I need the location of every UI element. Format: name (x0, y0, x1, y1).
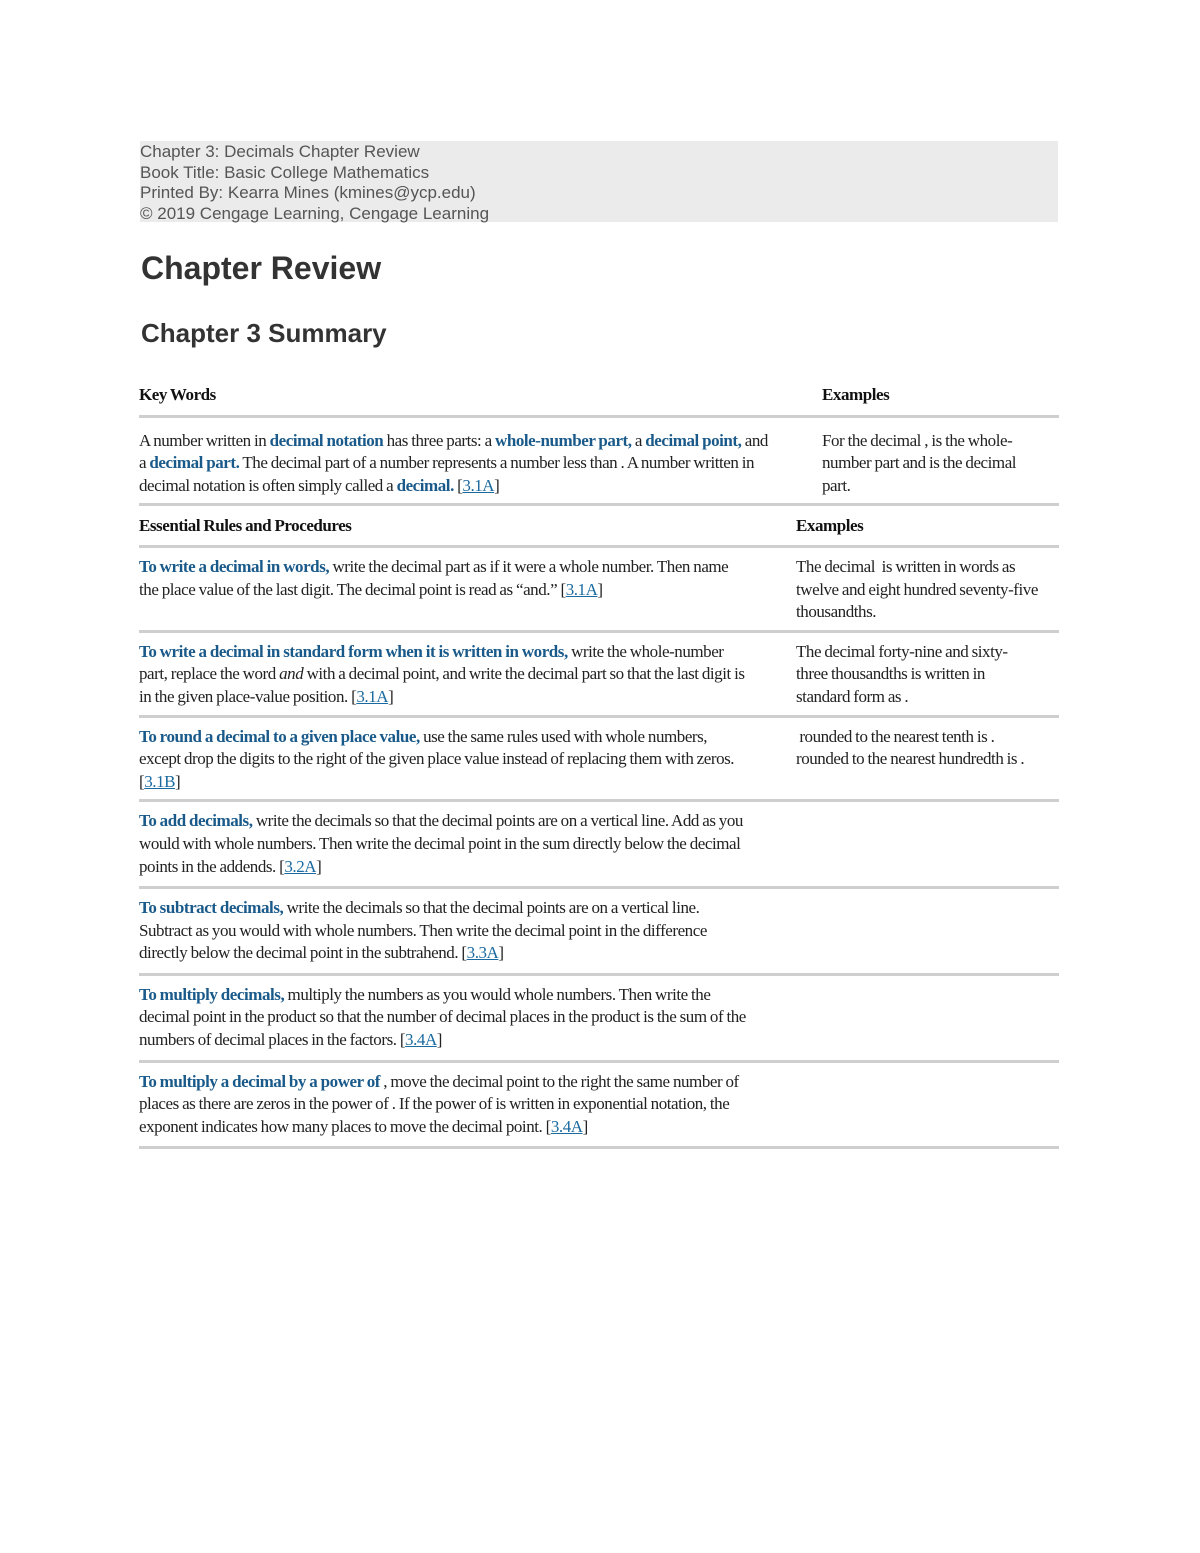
rule-text (139, 1071, 796, 1139)
text-run: A number written in (139, 430, 270, 450)
table-row (139, 889, 1059, 976)
rule-text (139, 556, 796, 624)
section-reference-link[interactable]: 3.4A (550, 1116, 583, 1136)
table-row (139, 1063, 1059, 1150)
text-run: , move the decimal point to the right the same number of places as there are zeros in the power of . If the power of is written in exponential notation, the exponent indicates how many places to move the decimal point. [ (139, 1071, 739, 1136)
example-text (796, 1071, 1039, 1139)
example-text: For the decimal , is the whole-number part and is the decimal part. (822, 430, 1020, 495)
text-run: write the decimal part as if it were a whole number. Then name the place value of the last digit. The decimal point is read as “and.” [ (139, 556, 729, 599)
page-title: Chapter Review (141, 250, 382, 286)
key-term: To add decimals, (139, 811, 253, 831)
header-chapter: Chapter 3: Decimals Chapter Review (140, 142, 420, 161)
key-term: decimal part. (149, 453, 240, 473)
text-run: and a (139, 430, 768, 473)
key-term: decimal. (396, 475, 454, 495)
section-reference-link[interactable]: 3.2A (284, 856, 317, 876)
section-reference-link[interactable]: 3.4A (405, 1030, 437, 1050)
example-text: rounded to the nearest tenth is . rounded to the nearest hundredth is . (796, 726, 1025, 769)
table-row (139, 418, 1059, 507)
column-header-left: Essential Rules and Procedures (139, 516, 352, 536)
table-row (139, 976, 1059, 1063)
key-term: whole-number part, (495, 430, 632, 450)
table-row (139, 633, 1059, 718)
column-header-left: Key Words (139, 385, 216, 404)
text-run: The decimal part of a number represents a number less than . A number written in decimal notation is often simply called a (139, 453, 755, 495)
example-text: The decimal is written in words as twelve and eight hundred seventy-five thousandths. (796, 556, 1042, 622)
key-term: To subtract decimals, (139, 898, 284, 918)
example-text (796, 810, 1039, 878)
key-term: To round a decimal to a given place value, (139, 726, 420, 746)
section-reference-link[interactable]: 3.1A (356, 686, 389, 706)
text-run: and (279, 664, 304, 684)
key-term: To write a decimal in standard form when it is written in words, (139, 641, 568, 661)
text-run: ] (498, 943, 504, 963)
section-title: Chapter 3 Summary (141, 318, 387, 348)
key-term: To multiply decimals, (139, 984, 285, 1004)
rule-text (139, 897, 796, 965)
rule-text (139, 810, 796, 878)
text-run: write the decimals so that the decimal points are on a vertical line. Add as you would with whole numbers. Then write the decimal point in the sum directly below the decimal points in the addends. [ (139, 811, 743, 876)
header-book-title: Book Title: Basic College Mathematics (140, 162, 430, 182)
text-run: with a decimal point, and write the decimal part so that the last digit is in the given place-value position. [ (139, 664, 745, 706)
text-run: ] (388, 686, 394, 706)
header-copyright: © 2019 Cengage Learning, Cengage Learning (140, 203, 490, 223)
key-term: To multiply a decimal by a power of (139, 1071, 380, 1091)
text-run: a (631, 430, 646, 450)
text-run: ] (316, 856, 322, 876)
text-run: ] (175, 771, 181, 791)
table-row (139, 718, 1059, 803)
section-reference-link[interactable]: 3.3A (466, 943, 499, 963)
rule-text (139, 430, 822, 498)
section-reference-link[interactable]: 3.1A (565, 579, 598, 599)
text-run: ] (597, 579, 603, 599)
table-header-row (139, 382, 1059, 418)
text-run: ] (582, 1116, 588, 1136)
section-reference-link[interactable]: 3.1A (462, 475, 495, 495)
rule-text (139, 726, 796, 794)
column-header-examples: Examples (796, 516, 864, 536)
text-run: write the decimals so that the decimal points are on a vertical line. Subtract as you would with whole numbers. Then write the decimal point in the difference directly below the decimal point in the subtrahend. [ (139, 898, 707, 963)
table-row (139, 548, 1059, 633)
column-header-examples: Examples (822, 385, 890, 404)
table-header-row (139, 506, 1059, 548)
example-text (796, 984, 1039, 1052)
key-term: To write a decimal in words, (139, 556, 330, 576)
header-printed-by: Printed By: Kearra Mines (kmines@ycp.edu) (140, 183, 476, 202)
text-run: write the whole-number part, replace the word (139, 641, 724, 684)
key-term: decimal point, (645, 430, 742, 450)
rule-text (139, 641, 796, 709)
text-run: use the same rules used with whole numbers, except drop the digits to the right of the given place value instead of replacing them with zeros. [ (139, 726, 735, 791)
text-run: ] (436, 1030, 442, 1050)
example-text: The decimal forty-nine and sixty-three thousandths is written in standard form as . (796, 641, 1008, 706)
section-reference-link[interactable]: 3.1B (144, 771, 176, 791)
key-term: decimal notation (269, 430, 384, 450)
text-run: ] (494, 475, 500, 495)
text-run: multiply the numbers as you would whole numbers. Then write the decimal point in the product so that the number of decimal places in the product is the sum of the numbers of decimal places in the factors. [ (139, 984, 746, 1050)
print-header (140, 141, 1058, 222)
example-text (796, 897, 1039, 965)
summary-table (139, 382, 1059, 1149)
rule-text (139, 984, 796, 1052)
text-run: has three parts: a (383, 430, 496, 450)
table-row (139, 802, 1059, 889)
text-run: [ (453, 475, 463, 495)
